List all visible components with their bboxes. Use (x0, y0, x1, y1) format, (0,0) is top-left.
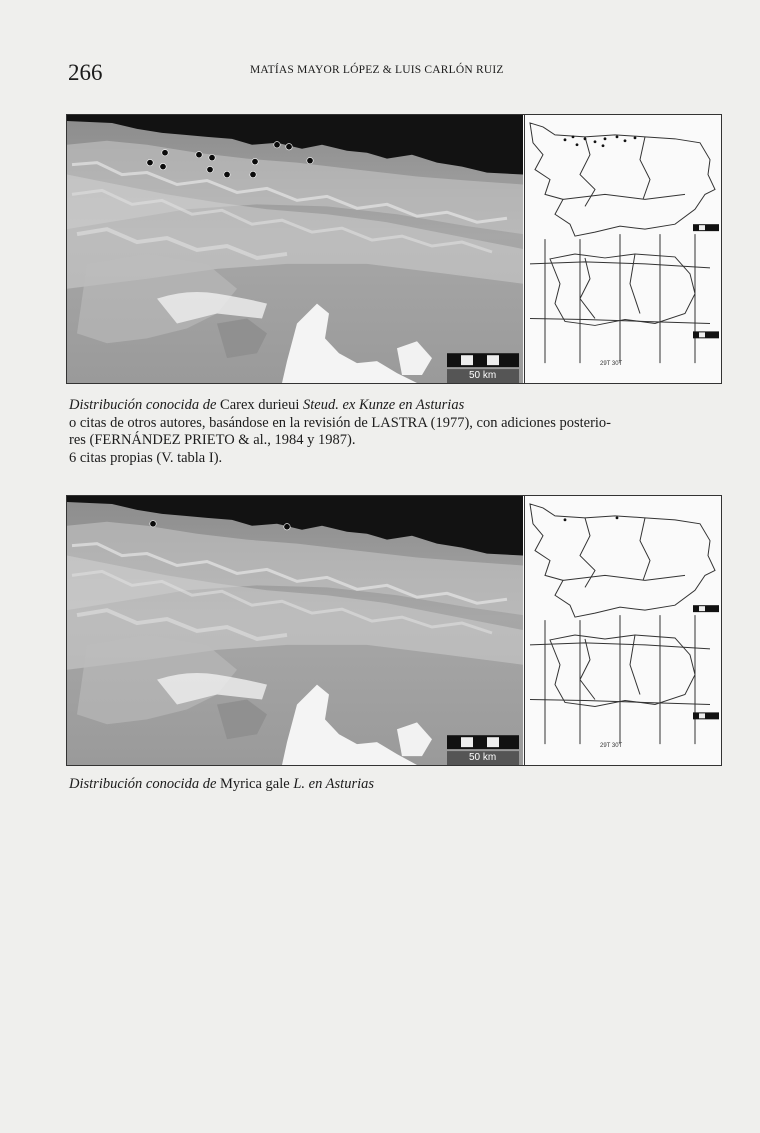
caption-title-prefix: Distribución conocida de (69, 397, 221, 413)
caption-line: res (FERNÁNDEZ PRIETO & al., 1984 y 1987). (69, 432, 356, 448)
figure-myrica-map (66, 495, 722, 766)
grid-zone-label: 29T 30T (600, 743, 623, 750)
scale-label: 50 km (469, 752, 497, 763)
caption-line: o citas de otros autores, basándose en la revisión de LASTRA (1977), con adiciones posterio- (69, 414, 612, 431)
inset-scale-bar (693, 224, 719, 338)
caption-authority: L. en Asturias (289, 776, 375, 792)
iberia-inset-map (524, 496, 722, 765)
caption-authority: Steud. ex Kunze en Asturias (299, 397, 465, 413)
relief-map-image (67, 115, 523, 383)
caption-title (69, 776, 729, 794)
grid-zone-label: 29T 30T (600, 361, 623, 368)
caption-line: 6 citas propias (V. tabla I). (69, 449, 223, 466)
relief-map (67, 496, 523, 765)
caption-title (69, 397, 729, 415)
figure-caption-myrica (69, 776, 729, 794)
figure-caption-carex (69, 397, 729, 467)
caption-species: Carex durieui (220, 397, 300, 413)
relief-map-image (67, 496, 523, 765)
caption-species: Myrica gale (220, 776, 290, 792)
figure-carex-map (66, 114, 722, 384)
caption-title-prefix: Distribución conocida de (69, 776, 221, 792)
iberia-inset-map (524, 115, 722, 383)
iberia-outline (525, 115, 722, 383)
running-head: MATÍAS MAYOR LÓPEZ & LUIS CARLÓN RUIZ (250, 64, 504, 76)
inset-scale-bar (693, 605, 719, 719)
iberia-outline (525, 496, 722, 765)
page-number: 266 (68, 60, 103, 85)
scale-label: 50 km (469, 370, 497, 381)
relief-map (67, 115, 523, 383)
